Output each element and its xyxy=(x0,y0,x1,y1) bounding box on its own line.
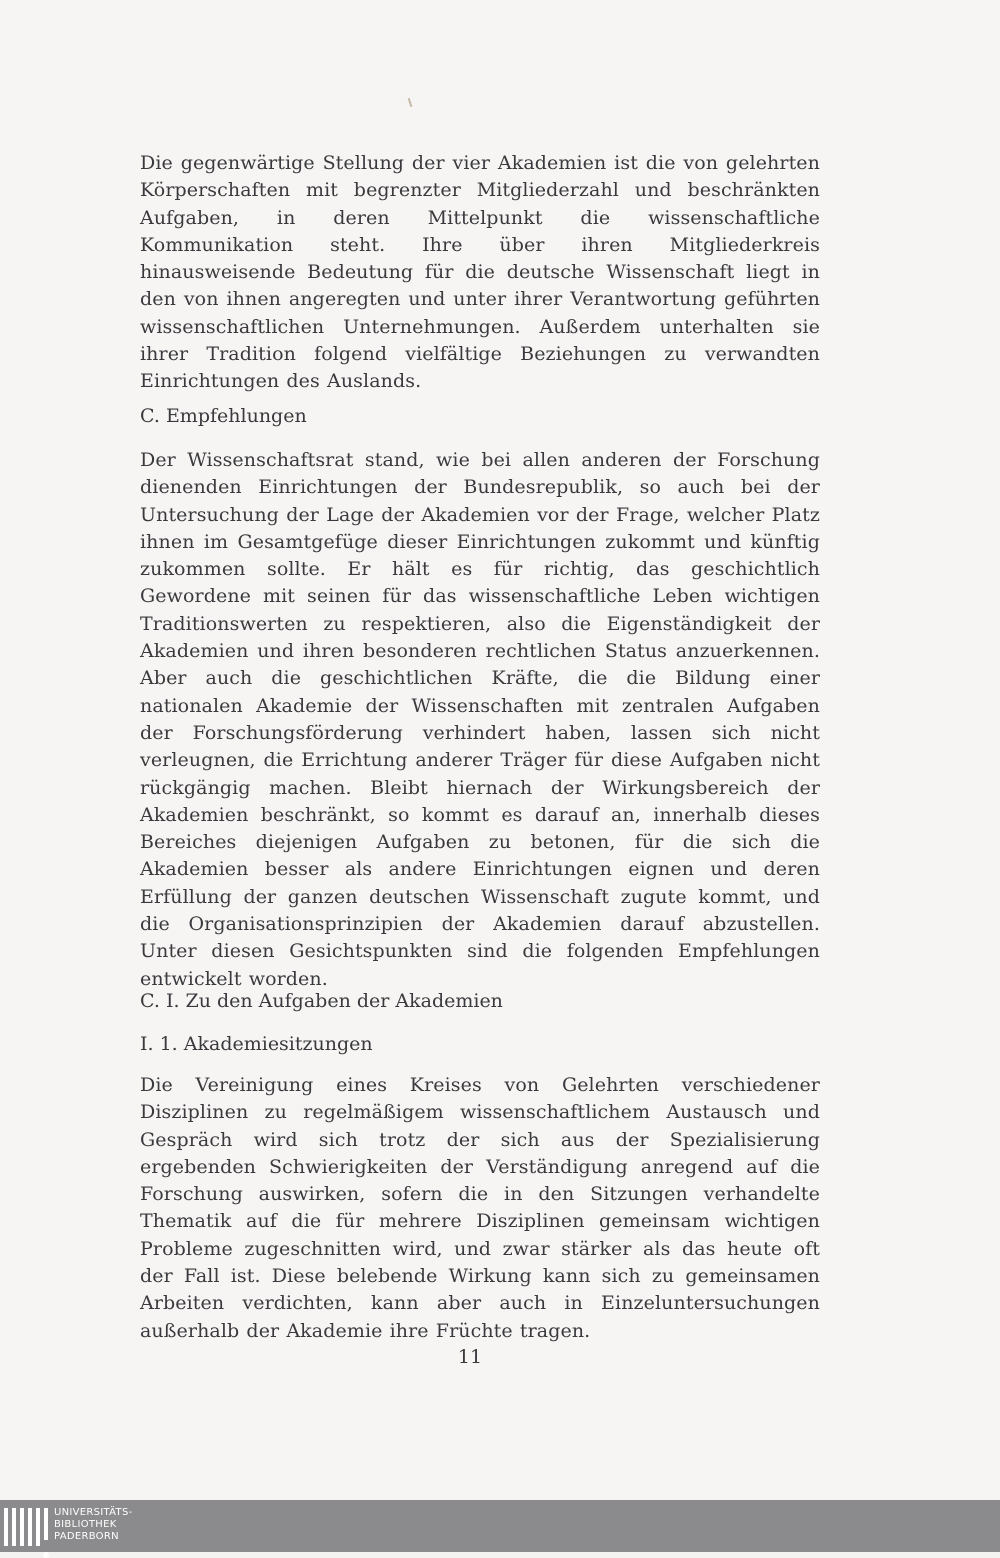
paragraph-wissenschaftsrat: Der Wissenschaftsrat stand, wie bei allen anderen der Forschung dienenden Einrichtungen der Bundesrepublik, so auch bei der Untersuchung der Lage der Akademien vor der Frage, welcher Platz ihnen im Gesamtgefüge dieser Einrichtungen zukommt und künftig zukommen sollte. Er hält es für richtig, das geschichtlich Gewordene mit seinen für das wissenschaftliche Leben wichtigen Traditionswerten zu respektieren, also die Eigenständigkeit der Akademien und ihren besonderen rechtlichen Status anzuerkennen. Aber auch die geschichtlichen Kräfte, die die Bildung einer nationalen Akademie der Wissenschaften mit zentralen Aufgaben der Forschungsförderung verhindert haben, lassen sich nicht verleugnen, die Errichtung anderer Träger für diese Aufgaben nicht rückgängig machen. Bleibt hiernach der Wirkungsbereich der Akademien beschränkt, so kommt es darauf an, innerhalb dieses Bereiches diejenigen Aufgaben zu betonen, für die sich die Akademien besser als andere Einrichtungen eignen und deren Erfüllung der ganzen deutschen Wissenschaft zugute kommt, und die Organisationsprinzipien der Akademien darauf abzustellen. Unter diesen Gesichtspunkten sind die folgenden Empfehlungen entwickelt worden. xyxy=(140,449,820,990)
heading-aufgaben-der-akademien: C. I. Zu den Aufgaben der Akademien xyxy=(140,990,503,1012)
library-logo-text xyxy=(54,1507,133,1543)
paragraph-academies-status: Die gegenwärtige Stellung der vier Akademien ist die von gelehrten Körperschaften mit begrenzter Mitgliederzahl und beschränkten Aufgaben, in deren Mittelpunkt die wissenschaftliche Kommunikation steht. Ihre über ihren Mitgliederkreis hinausweisende Bedeutung für die deutsche Wissenschaft liegt in den von ihnen angeregten und unter ihrer Verantwortung geführten wissenschaftlichen Unternehmungen. Außerdem unterhalten sie ihrer Tradition folgend vielfältige Beziehungen zu verwandten Einrichtungen des Auslands. xyxy=(140,152,820,393)
paragraph-akademiesitzungen: Die Vereinigung eines Kreises von Gelehrten verschiedener Disziplinen zu regelmäßigem wissenschaftlichem Austausch und Gespräch wird sich trotz der sich aus der Spezialisierung ergebenden Schwierigkeiten der Verständigung anregend auf die Forschung auswirken, sofern die in den Sitzungen verhandelte Thematik auf die für mehrere Disziplinen gemeinsam wichtigen Probleme zugeschnitten wird, und zwar stärker als das heute oft der Fall ist. Diese belebende Wirkung kann sich zu gemeinsamen Arbeiten verdichten, kann aber auch in Einzeluntersuchungen außerhalb der Akademie ihre Früchte tragen. xyxy=(140,1074,820,1342)
heading-empfehlungen: C. Empfehlungen xyxy=(140,405,307,427)
library-logo-icon xyxy=(4,1508,48,1546)
library-footer xyxy=(0,1500,1000,1552)
logo-line-bibliothek: BIBLIOTHEK xyxy=(54,1519,117,1530)
ink-mark xyxy=(408,98,413,107)
logo-line-universitaets: UNIVERSITÄTS- xyxy=(54,1507,133,1518)
logo-line-paderborn: PADERBORN xyxy=(54,1531,119,1542)
page-number: 11 xyxy=(457,1346,483,1368)
heading-akademiesitzungen: I. 1. Akademiesitzungen xyxy=(140,1033,373,1055)
